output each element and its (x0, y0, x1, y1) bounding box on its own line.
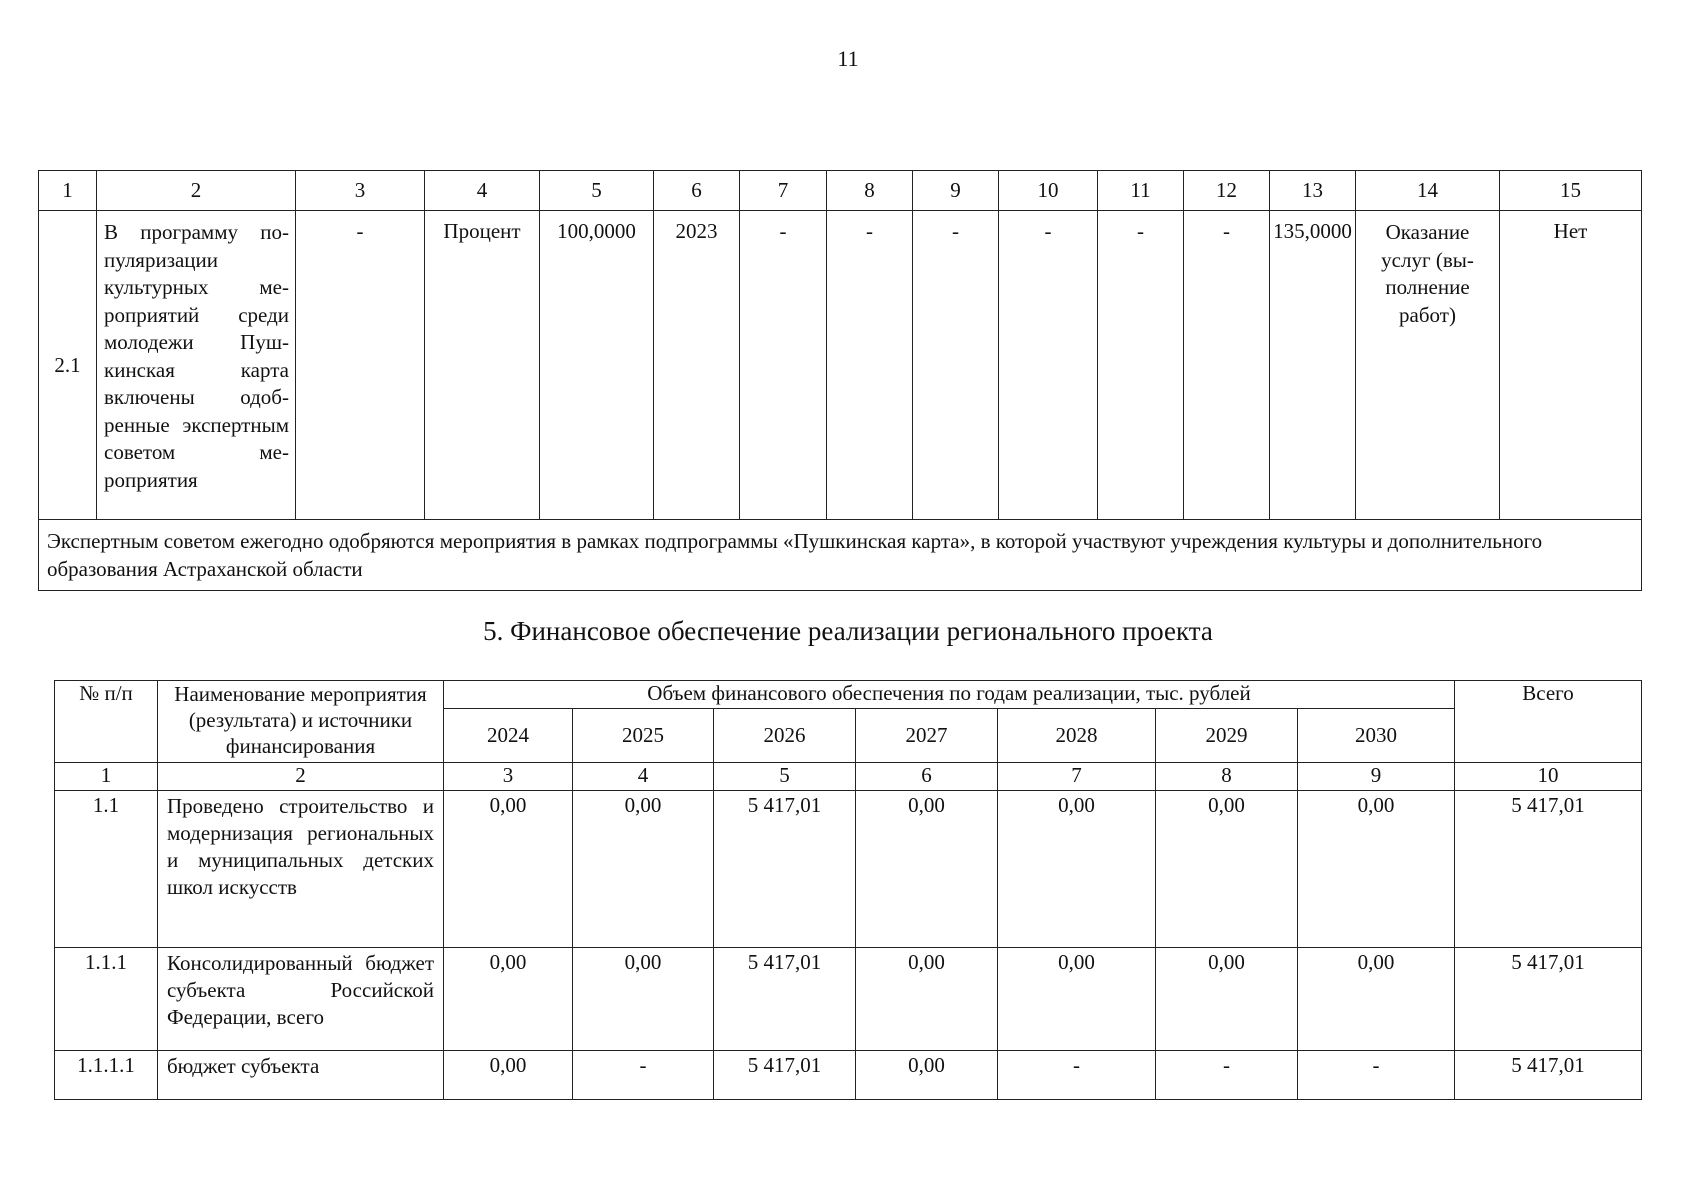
table-cell: 135,0000 (1270, 211, 1356, 520)
indicator-description: В программу популяризации культурных мероприятий среди молодежи Пушкинская карта включены одобренные экспертным советом мероприятия (97, 211, 296, 520)
header-cell: 3 (296, 171, 425, 211)
year-cell: 2029 (1156, 709, 1298, 763)
table-cell: - (1184, 211, 1270, 520)
total-cell: 5 417,01 (1455, 1051, 1642, 1100)
header-name: Наименование мероприятия (результата) и источники финансирования (158, 681, 444, 763)
financing-table (54, 680, 1642, 1100)
header-cell: 10 (999, 171, 1098, 211)
value-cell: 0,00 (998, 791, 1156, 948)
value-cell: 0,00 (856, 1051, 998, 1100)
note-row (39, 520, 1642, 591)
row-name: Проведено строительство и модернизация региональных и муниципальных детских школ искусств (158, 791, 444, 948)
unit-cell: Процент (425, 211, 540, 520)
year-cell: 2028 (998, 709, 1156, 763)
column-number: 5 (714, 763, 856, 791)
base-value-cell: 100,0000 (540, 211, 654, 520)
value-cell: 0,00 (573, 948, 714, 1051)
value-cell: 0,00 (998, 948, 1156, 1051)
page-number: 11 (837, 46, 859, 71)
value-cell: 0,00 (856, 948, 998, 1051)
table-row (39, 211, 1642, 520)
value-cell: 5 417,01 (714, 948, 856, 1051)
section-title: 5. Финансовое обеспечение реализации регионального проекта (483, 616, 1213, 646)
column-number: 8 (1156, 763, 1298, 791)
value-cell: - (998, 1051, 1156, 1100)
value-cell: 0,00 (573, 791, 714, 948)
header-cell: 13 (1270, 171, 1356, 211)
column-number: 4 (573, 763, 714, 791)
value-cell: 5 417,01 (714, 791, 856, 948)
value-cell: 0,00 (856, 791, 998, 948)
table-cell: - (740, 211, 827, 520)
value-cell: 5 417,01 (714, 1051, 856, 1100)
total-cell: 5 417,01 (1455, 791, 1642, 948)
year-cell: 2024 (444, 709, 573, 763)
table-header-row (39, 171, 1642, 211)
year-cell: 2027 (856, 709, 998, 763)
value-cell: 0,00 (1298, 948, 1455, 1051)
header-volume: Объем финансового обеспечения по годам реализации, тыс. рублей (444, 681, 1455, 709)
column-number: 9 (1298, 763, 1455, 791)
header-cell: 14 (1356, 171, 1500, 211)
header-cell: 11 (1098, 171, 1184, 211)
column-number: 1 (55, 763, 158, 791)
value-cell: 0,00 (444, 948, 573, 1051)
value-cell: - (1298, 1051, 1455, 1100)
table-row (55, 1051, 1642, 1100)
table-row (55, 791, 1642, 948)
row-number: 2.1 (39, 211, 97, 520)
header-cell: 4 (425, 171, 540, 211)
table-header-row (55, 681, 1642, 709)
value-cell: - (573, 1051, 714, 1100)
value-cell: 0,00 (444, 791, 573, 948)
header-cell: 5 (540, 171, 654, 211)
row-name: бюджет субъекта (158, 1051, 444, 1100)
base-year-cell: 2023 (654, 211, 740, 520)
result-type-cell: Оказание услуг (выполнение работ) (1356, 211, 1500, 520)
header-cell: 2 (97, 171, 296, 211)
table-cell: Нет (1500, 211, 1642, 520)
row-name: Консолидированный бюджет субъекта Российской Федерации, всего (158, 948, 444, 1051)
table-cell: - (296, 211, 425, 520)
year-cell: 2025 (573, 709, 714, 763)
header-cell: 1 (39, 171, 97, 211)
column-number: 3 (444, 763, 573, 791)
row-number: 1.1.1.1 (55, 1051, 158, 1100)
note-text: Экспертным советом ежегодно одобряются мероприятия в рамках подпрограммы «Пушкинская карта», в которой участвуют учреждения культуры и дополнительного образования Астраханской области (39, 520, 1642, 591)
header-cell: 15 (1500, 171, 1642, 211)
column-number: 7 (998, 763, 1156, 791)
header-cell: 7 (740, 171, 827, 211)
total-cell: 5 417,01 (1455, 948, 1642, 1051)
value-cell: 0,00 (444, 1051, 573, 1100)
table-row (55, 948, 1642, 1051)
table-cell: - (827, 211, 913, 520)
value-cell: 0,00 (1156, 948, 1298, 1051)
table-cell: - (1098, 211, 1184, 520)
year-cell: 2030 (1298, 709, 1455, 763)
value-cell: 0,00 (1156, 791, 1298, 948)
header-total: Всего (1455, 681, 1642, 763)
table-cell: - (913, 211, 999, 520)
column-numbers-row (55, 763, 1642, 791)
column-number: 6 (856, 763, 998, 791)
header-cell: 12 (1184, 171, 1270, 211)
header-cell: 9 (913, 171, 999, 211)
column-number: 10 (1455, 763, 1642, 791)
table-cell: - (999, 211, 1098, 520)
target-indicators-table (38, 170, 1642, 591)
row-number: 1.1.1 (55, 948, 158, 1051)
year-cell: 2026 (714, 709, 856, 763)
value-cell: 0,00 (1298, 791, 1455, 948)
header-cell: 6 (654, 171, 740, 211)
header-number: № п/п (55, 681, 158, 763)
row-number: 1.1 (55, 791, 158, 948)
value-cell: - (1156, 1051, 1298, 1100)
header-cell: 8 (827, 171, 913, 211)
column-number: 2 (158, 763, 444, 791)
